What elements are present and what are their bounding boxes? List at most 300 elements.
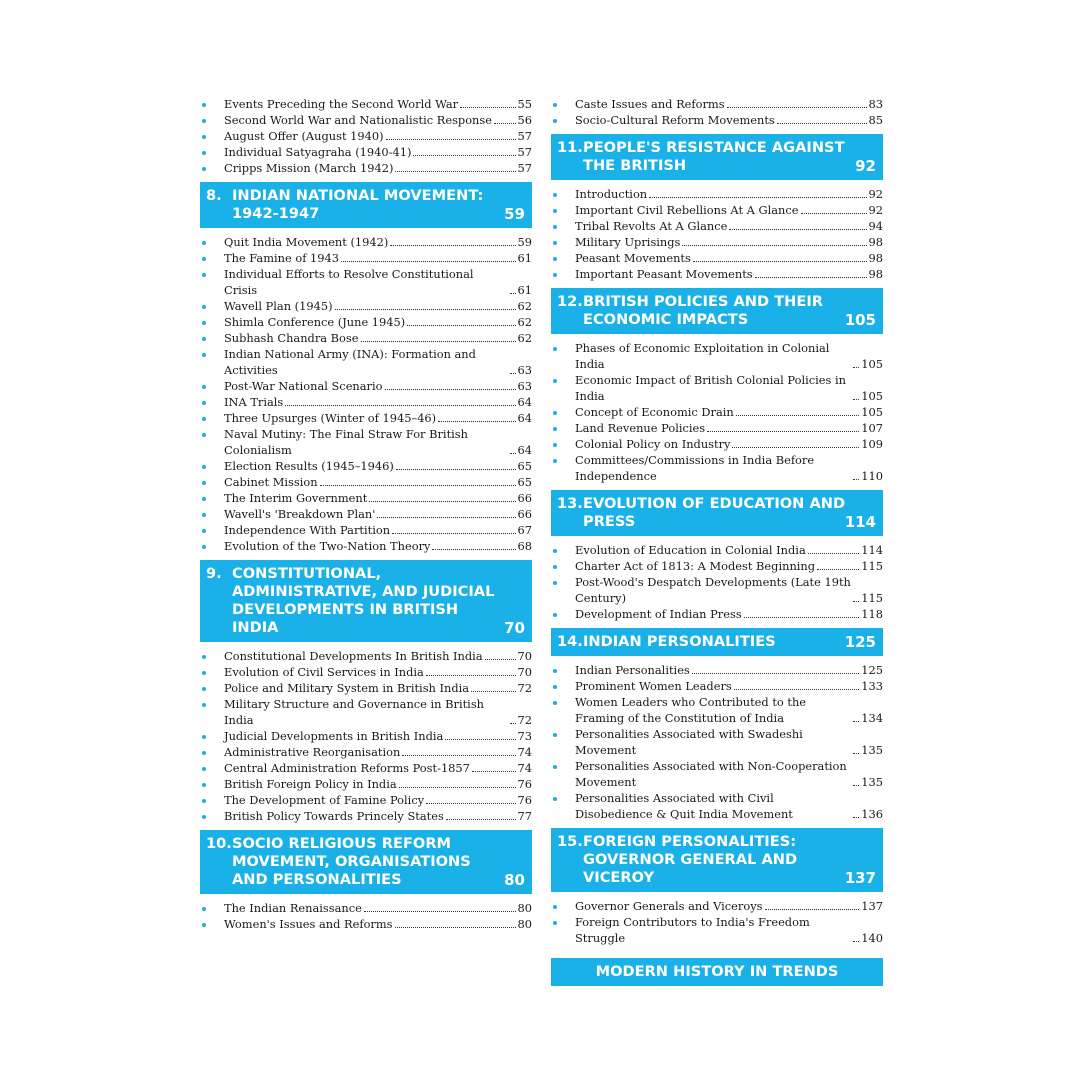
dot-leader [693,261,867,262]
bullet-icon [202,671,206,675]
toc-entry-page: 76 [517,777,532,791]
toc-entry-title: Introduction [575,187,648,201]
bullet-icon [553,549,557,553]
toc-entry[interactable] [551,558,883,574]
toc-entry[interactable] [551,452,883,484]
bullet-icon [202,465,206,469]
dot-leader [361,341,516,342]
bullet-icon [202,513,206,517]
toc-entry-page: 135 [861,743,883,757]
toc-entry[interactable] [200,298,532,314]
toc-entry-title: Evolution of the Two-Nation Theory [224,539,431,553]
toc-entry[interactable] [551,678,883,694]
chapter-page: 92 [855,157,876,175]
dot-leader [755,277,867,278]
toc-entry-page: 65 [517,475,532,489]
chapter-title: PEOPLE'S RESISTANCE AGAINST THE BRITISH [583,139,845,174]
toc-entry[interactable] [551,574,883,606]
dot-leader [369,501,515,502]
toc-entry-page: 61 [517,283,532,297]
chapter-heading[interactable] [551,490,883,536]
toc-entry[interactable] [200,728,532,744]
toc-entry[interactable] [551,758,883,790]
bullet-icon [553,701,557,705]
toc-entry-page: 109 [861,437,883,451]
toc-entry[interactable] [200,112,532,128]
toc-entry[interactable] [200,522,532,538]
chapter-number: 13. [557,495,583,512]
toc-entry-page: 94 [868,219,883,233]
toc-entry-page: 114 [861,543,883,557]
dot-leader [335,309,516,310]
toc-entry-page: 83 [868,97,883,111]
toc-entry-title: Foreign Contributors to India's Freedom Struggle [575,915,810,945]
toc-entry[interactable] [200,792,532,808]
bullet-icon [553,765,557,769]
bullet-icon [553,273,557,277]
toc-entry[interactable] [200,900,532,916]
dot-leader [377,517,515,518]
bullet-icon [202,151,206,155]
toc-entry-title: Prominent Women Leaders [575,679,732,693]
toc-entry-page: 105 [861,357,883,371]
bullet-icon [202,119,206,123]
bullet-icon [553,443,557,447]
dot-leader [432,549,515,550]
toc-entry-page: 62 [517,331,532,345]
toc-entry[interactable] [200,458,532,474]
toc-entry[interactable] [200,680,532,696]
dot-leader [808,553,860,554]
bullet-icon [202,257,206,261]
toc-entry[interactable] [551,96,883,112]
chapter-title: BRITISH POLICIES AND THEIR ECONOMIC IMPACTS [583,293,824,328]
toc-entry-page: 80 [517,901,532,915]
chapter-number: 14. [557,633,583,650]
chapter-page: 125 [844,633,876,651]
chapter-number: 9. [206,565,222,582]
bullet-icon [202,385,206,389]
chapter-number: 15. [557,833,583,850]
dot-leader [510,373,516,374]
toc-entry-page: 63 [517,363,532,377]
toc-entry[interactable] [200,490,532,506]
bullet-icon [202,353,206,357]
toc-entry-page: 98 [868,267,883,281]
toc-entry[interactable] [551,340,883,372]
dot-leader [407,325,515,326]
toc-entry[interactable] [200,394,532,410]
toc-entry-title: The Development of Famine Policy [224,793,425,807]
toc-entry-title: Economic Impact of British Colonial Policies in India [575,373,846,403]
bullet-icon [202,529,206,533]
toc-entry-title: British Foreign Policy in India [224,777,397,791]
dot-leader [510,453,516,454]
toc-entry[interactable] [200,538,532,554]
dot-leader [853,817,859,818]
bullet-icon [553,193,557,197]
toc-entry-page: 115 [861,591,883,605]
toc-entry-page: 56 [517,113,532,127]
chapter-number: 11. [557,139,583,156]
bullet-icon [202,545,206,549]
dot-leader [426,675,516,676]
toc-entry-page: 140 [861,931,883,945]
toc-entry-page: 57 [517,129,532,143]
bullet-icon [553,581,557,585]
toc-entry[interactable] [200,506,532,522]
bullet-icon [202,401,206,405]
toc-entry-title: Evolution of Civil Services in India [224,665,424,679]
toc-entry[interactable] [551,404,883,420]
bullet-icon [202,497,206,501]
bullet-icon [202,687,206,691]
toc-entry-title: Tribal Revolts At A Glance [575,219,728,233]
bullet-icon [553,347,557,351]
bullet-icon [553,685,557,689]
toc-entry-title: Wavell's 'Breakdown Plan' [224,507,376,521]
toc-entry[interactable] [551,726,883,758]
chapter-heading[interactable] [551,134,883,180]
bullet-icon [553,225,557,229]
toc-entry[interactable] [200,96,532,112]
chapter-title: EVOLUTION OF EDUCATION AND PRESS [583,495,846,530]
dot-leader [341,261,515,262]
bullet-icon [553,613,557,617]
toc-entry-page: 72 [517,681,532,695]
dot-leader [729,229,866,230]
toc-entry-title: Important Civil Rebellions At A Glance [575,203,799,217]
toc-entry-title: Events Preceding the Second World War [224,97,459,111]
toc-entry[interactable] [551,662,883,678]
banner-title: MODERN HISTORY IN TRENDS [595,963,839,980]
toc-entry-page: 73 [517,729,532,743]
dot-leader [472,771,516,772]
toc-entry[interactable] [551,372,883,404]
dot-leader [426,803,515,804]
bullet-icon [553,797,557,801]
toc-entry-title: Important Peasant Movements [575,267,753,281]
toc-entry-title: Caste Issues and Reforms [575,97,725,111]
toc-entry[interactable] [200,144,532,160]
dot-leader [460,107,515,108]
toc-entry-title: Personalities Associated with Non-Cooperation Movement [575,759,847,789]
toc-entry-title: Quit India Movement (1942) [224,235,389,249]
chapter-heading[interactable] [551,288,883,334]
toc-entry[interactable] [200,346,532,378]
bullet-icon [202,767,206,771]
toc-entry[interactable] [200,266,532,298]
chapter-title: FOREIGN PERSONALITIES: GOVERNOR GENERAL AND VICEROY [583,833,798,886]
toc-entry[interactable] [200,314,532,330]
bullet-icon [553,241,557,245]
toc-entry-page: 57 [517,145,532,159]
dot-leader [736,415,859,416]
toc-entry-page: 92 [868,203,883,217]
bullet-icon [202,907,206,911]
dot-leader [471,691,515,692]
toc-entry-page: 59 [517,235,532,249]
toc-entry[interactable] [551,186,883,202]
bullet-icon [202,783,206,787]
toc-entry-page: 64 [517,443,532,457]
dot-leader [390,245,515,246]
bullet-icon [553,411,557,415]
toc-entry[interactable] [200,160,532,176]
toc-entry[interactable] [200,760,532,776]
chapter-page: 80 [504,871,525,889]
dot-leader [285,405,515,406]
toc-column-right [551,96,883,992]
toc-column-left [200,96,532,932]
toc-entry-page: 107 [861,421,883,435]
bullet-icon [202,655,206,659]
toc-entry[interactable] [551,420,883,436]
bullet-icon [202,305,206,309]
dot-leader [682,245,866,246]
bullet-icon [202,433,206,437]
toc-entry-page: 125 [861,663,883,677]
toc-entry[interactable] [200,128,532,144]
dot-leader [853,753,859,754]
toc-entry-title: Development of Indian Press [575,607,742,621]
toc-entry-title: Individual Satyagraha (1940-41) [224,145,412,159]
toc-entry-title: Phases of Economic Exploitation in Colonial India [575,341,830,371]
chapter-heading[interactable] [200,182,532,228]
toc-entry-page: 57 [517,161,532,175]
toc-entry-page: 62 [517,299,532,313]
toc-entry[interactable] [551,202,883,218]
toc-entry-title: Election Results (1945–1946) [224,459,394,473]
toc-entry-title: Post-War National Scenario [224,379,383,393]
dot-leader [364,911,516,912]
bullet-icon [553,905,557,909]
toc-entry[interactable] [200,696,532,728]
toc-entry[interactable] [551,250,883,266]
toc-entry-title: Women Leaders who Contributed to the Framing of the Constitution of India [575,695,807,725]
toc-entry-title: Police and Military System in British India [224,681,470,695]
toc-entry-page: 65 [517,459,532,473]
toc-entry-title: Three Upsurges (Winter of 1945–46) [224,411,437,425]
dot-leader [692,673,859,674]
toc-entry[interactable] [551,234,883,250]
dot-leader [494,123,516,124]
dot-leader [853,941,859,942]
toc-entry[interactable] [200,378,532,394]
toc-entry-title: August Offer (August 1940) [224,129,384,143]
chapter-page: 70 [504,619,525,637]
toc-entry-title: Socio-Cultural Reform Movements [575,113,775,127]
toc-entry-page: 77 [517,809,532,823]
bullet-icon [202,923,206,927]
toc-entry-title: Cabinet Mission [224,475,318,489]
dot-leader [446,819,516,820]
bullet-icon [553,669,557,673]
toc-entry-title: INA Trials [224,395,284,409]
dot-leader [402,755,515,756]
toc-entry-title: Personalities Associated with Civil Disobedience & Quit India Movement [575,791,793,821]
toc-entry[interactable] [551,436,883,452]
dot-leader [395,927,516,928]
chapter-heading[interactable] [551,628,883,656]
toc-entry-title: Shimla Conference (June 1945) [224,315,406,329]
toc-entry-title: Indian National Army (INA): Formation and Activities [224,347,476,377]
toc-entry[interactable] [200,474,532,490]
chapter-heading[interactable] [200,830,532,894]
dot-leader [853,367,859,368]
toc-entry[interactable] [200,744,532,760]
bullet-icon [553,565,557,569]
toc-entry[interactable] [200,330,532,346]
dot-leader [734,689,860,690]
chapter-heading[interactable] [551,828,883,892]
toc-entry-title: British Policy Towards Princely States [224,809,444,823]
toc-entry-page: 118 [861,607,883,621]
toc-entry[interactable] [551,606,883,622]
dot-leader [765,909,860,910]
bullet-icon [202,815,206,819]
toc-entry-title: Central Administration Reforms Post-1857 [224,761,470,775]
toc-entry[interactable] [551,218,883,234]
toc-entry[interactable] [200,776,532,792]
bullet-icon [202,273,206,277]
bullet-icon [202,167,206,171]
toc-entry-title: Governor Generals and Viceroys [575,899,763,913]
toc-entry-page: 63 [517,379,532,393]
chapter-title: CONSTITUTIONAL, ADMINISTRATIVE, AND JUDICIAL DEVELOPMENTS IN BRITISH INDIA [232,565,495,636]
toc-entry-page: 134 [861,711,883,725]
toc-entry-page: 55 [517,97,532,111]
toc-entry[interactable] [200,916,532,932]
bullet-icon [553,379,557,383]
toc-entry[interactable] [551,694,883,726]
dot-leader [385,389,516,390]
toc-entry[interactable] [551,266,883,282]
bullet-icon [202,703,206,707]
toc-entry-title: Charter Act of 1813: A Modest Beginning [575,559,816,573]
bullet-icon [553,119,557,123]
toc-entry-page: 74 [517,761,532,775]
toc-entry-title: Independence With Partition [224,523,391,537]
section-banner [551,958,883,986]
toc-entry-title: Colonial Policy on Industry [575,437,731,451]
dot-leader [727,107,867,108]
toc-entry[interactable] [551,898,883,914]
toc-entry-page: 115 [861,559,883,573]
chapter-number: 12. [557,293,583,310]
toc-entry-page: 70 [517,665,532,679]
dot-leader [817,569,859,570]
toc-entry[interactable] [551,112,883,128]
dot-leader [510,723,516,724]
toc-entry-page: 136 [861,807,883,821]
toc-entry-page: 110 [861,469,883,483]
bullet-icon [553,733,557,737]
bullet-icon [202,751,206,755]
bullet-icon [553,427,557,431]
dot-leader [510,293,516,294]
toc-entry[interactable] [551,914,883,946]
toc-entry-title: Land Revenue Policies [575,421,706,435]
toc-entry-page: 133 [861,679,883,693]
dot-leader [392,533,515,534]
toc-entry-page: 72 [517,713,532,727]
bullet-icon [553,921,557,925]
bullet-icon [202,337,206,341]
dot-leader [386,139,516,140]
toc-entry-title: Committees/Commissions in India Before Independence [575,453,815,483]
toc-entry[interactable] [200,234,532,250]
toc-entry-page: 105 [861,389,883,403]
dot-leader [399,787,516,788]
toc-entry-title: Military Uprisings [575,235,681,249]
toc-entry-page: 137 [861,899,883,913]
toc-entry-title: Post-Wood's Despatch Developments (Late 19th Century) [575,575,851,605]
bullet-icon [202,799,206,803]
toc-entry-title: The Interim Government [224,491,368,505]
toc-entry-title: Personalities Associated with Swadeshi Movement [575,727,803,757]
dot-leader [732,447,859,448]
dot-leader [853,601,859,602]
chapter-title: INDIAN NATIONAL MOVEMENT: 1942-1947 [232,187,484,222]
dot-leader [485,659,516,660]
dot-leader [438,421,515,422]
toc-entry-page: 67 [517,523,532,537]
toc-entry-title: Military Structure and Governance in British India [224,697,485,727]
toc-entry[interactable] [200,426,532,458]
toc-entry-title: Second World War and Nationalistic Response [224,113,492,127]
dot-leader [649,197,866,198]
toc-entry-page: 64 [517,411,532,425]
chapter-heading[interactable] [200,560,532,642]
dot-leader [853,721,859,722]
toc-entry[interactable] [200,250,532,266]
toc-entry[interactable] [200,664,532,680]
toc-entry-title: Subhash Chandra Bose [224,331,359,345]
toc-entry-page: 68 [517,539,532,553]
chapter-number: 10. [206,835,232,852]
chapter-page: 137 [844,869,876,887]
toc-entry-page: 135 [861,775,883,789]
chapter-page: 105 [844,311,876,329]
toc-entry[interactable] [551,542,883,558]
toc-entry-page: 66 [517,507,532,521]
toc-entry-title: Women's Issues and Reforms [224,917,393,931]
toc-entry[interactable] [200,808,532,824]
toc-entry-page: 85 [868,113,883,127]
bullet-icon [553,257,557,261]
toc-entry-page: 92 [868,187,883,201]
dot-leader [853,785,859,786]
toc-entry-page: 80 [517,917,532,931]
toc-entry-title: Judicial Developments in British India [224,729,444,743]
bullet-icon [202,481,206,485]
dot-leader [853,479,859,480]
toc-entry[interactable] [200,648,532,664]
toc-entry-page: 98 [868,251,883,265]
toc-entry-title: Naval Mutiny: The Final Straw For British Colonialism [224,427,468,457]
dot-leader [395,171,515,172]
toc-entry-title: Cripps Mission (March 1942) [224,161,394,175]
bullet-icon [202,735,206,739]
toc-entry-page: 105 [861,405,883,419]
bullet-icon [202,417,206,421]
toc-entry[interactable] [551,790,883,822]
bullet-icon [553,209,557,213]
toc-entry[interactable] [200,410,532,426]
toc-entry-title: Indian Personalities [575,663,690,677]
toc-entry-title: Wavell Plan (1945) [224,299,333,313]
